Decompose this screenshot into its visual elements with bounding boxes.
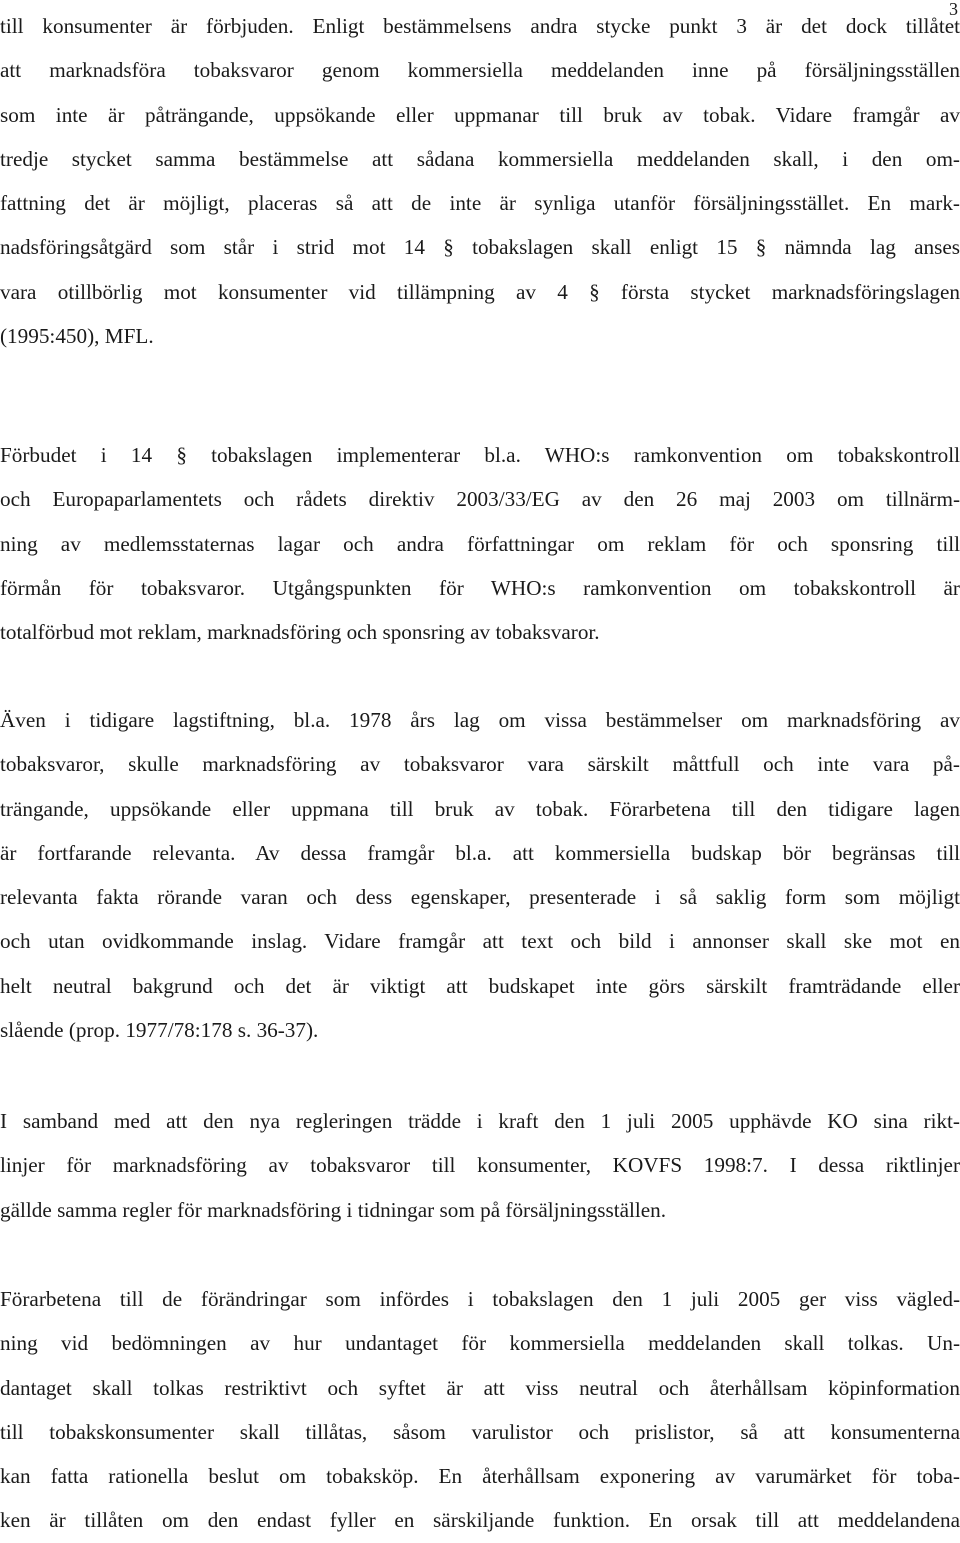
text-line: tobaksvaror, skulle marknadsföring av tobaksvaror vara särskilt måttfull och inte vara på- (0, 752, 960, 777)
paragraph-3 (0, 698, 960, 1052)
page-number: 3 (949, 0, 958, 19)
text-line: slående (prop. 1977/78:178 s. 36-37). (0, 1018, 319, 1043)
text-line: dantaget skall tolkas restriktivt och syftet är att viss neutral och återhållsam köpinformation (0, 1375, 960, 1400)
text-line: till tobakskonsumenter skall tillåtas, såsom varulistor och prislistor, så att konsumenterna (0, 1419, 960, 1444)
text-line: och Europaparlamentets och rådets direktiv 2003/33/EG av den 26 maj 2003 om tillnärm- (0, 487, 960, 512)
text-line: gällde samma regler för marknadsföring i tidningar som på försäljningsställen. (0, 1197, 667, 1222)
paragraph-5 (0, 1277, 960, 1543)
text-line: relevanta fakta rörande varan och dess egenskaper, presenterade i så saklig form som möjligt (0, 885, 960, 910)
text-line: kan fatta rationella beslut om tobaksköp. En återhållsam exponering av varumärket för toba- (0, 1464, 960, 1489)
text-line: trängande, uppsökande eller uppmana till bruk av tobak. Förarbetena till den tidigare lagen (0, 796, 960, 821)
text-line: vara otillbörlig mot konsumenter vid tillämpning av 4 § första stycket marknadsföringslagen (0, 279, 960, 304)
text-line: helt neutral bakgrund och det är viktigt att budskapet inte görs särskilt framträdande eller (0, 973, 960, 998)
text-line: Även i tidigare lagstiftning, bl.a. 1978 års lag om vissa bestämmelser om marknadsföring av (0, 708, 960, 732)
text-line: I samband med att den nya regleringen trädde i kraft den 1 juli 2005 upphävde KO sina rikt- (0, 1109, 960, 1133)
text-line: totalförbud mot reklam, marknadsföring och sponsring av tobaksvaror. (0, 620, 600, 645)
text-line: Förarbetena till de förändringar som infördes i tobakslagen den 1 juli 2005 ger viss vägled- (0, 1287, 960, 1311)
text-line: (1995:450), MFL. (0, 324, 154, 349)
text-line: Förbudet i 14 § tobakslagen implementerar bl.a. WHO:s ramkonvention om tobakskontroll (0, 443, 960, 467)
text-line: ning vid bedömningen av hur undantaget för kommersiella meddelanden skall tolkas. Un- (0, 1331, 960, 1356)
text-line: nadsföringsåtgärd som står i strid mot 14 § tobakslagen skall enligt 15 § nämnda lag anses (0, 235, 960, 260)
text-line: till konsumenter är förbjuden. Enligt bestämmelsens andra stycke punkt 3 är det dock tillåtet (0, 14, 960, 38)
text-line: tredje stycket samma bestämmelse att sådana kommersiella meddelanden skall, i den om- (0, 146, 960, 171)
text-line: fattning det är möjligt, placeras så att de inte är synliga utanför försäljningsstället. En mark- (0, 191, 960, 216)
text-line: linjer för marknadsföring av tobaksvaror till konsumenter, KOVFS 1998:7. I dessa riktlinjer (0, 1153, 960, 1178)
paragraph-1 (0, 4, 960, 358)
text-line: är fortfarande relevanta. Av dessa framgår bl.a. att kommersiella budskap bör begränsas till (0, 840, 960, 865)
text-line: och utan ovidkommande inslag. Vidare framgår att text och bild i annonser skall ske mot en (0, 929, 960, 954)
paragraph-2 (0, 433, 960, 654)
text-line: som inte är påträngande, uppsökande eller uppmanar till bruk av tobak. Vidare framgår av (0, 102, 960, 127)
text-line: ken är tillåten om den endast fyller en särskiljande funktion. En orsak till att meddelandena (0, 1508, 960, 1533)
text-line: förmån för tobaksvaror. Utgångspunkten för WHO:s ramkonvention om tobakskontroll är (0, 575, 960, 600)
paragraph-4 (0, 1099, 960, 1232)
text-line: att marknadsföra tobaksvaror genom kommersiella meddelanden inne på försäljningsställen (0, 58, 960, 83)
text-line: ning av medlemsstaternas lagar och andra författningar om reklam för och sponsring till (0, 531, 960, 556)
